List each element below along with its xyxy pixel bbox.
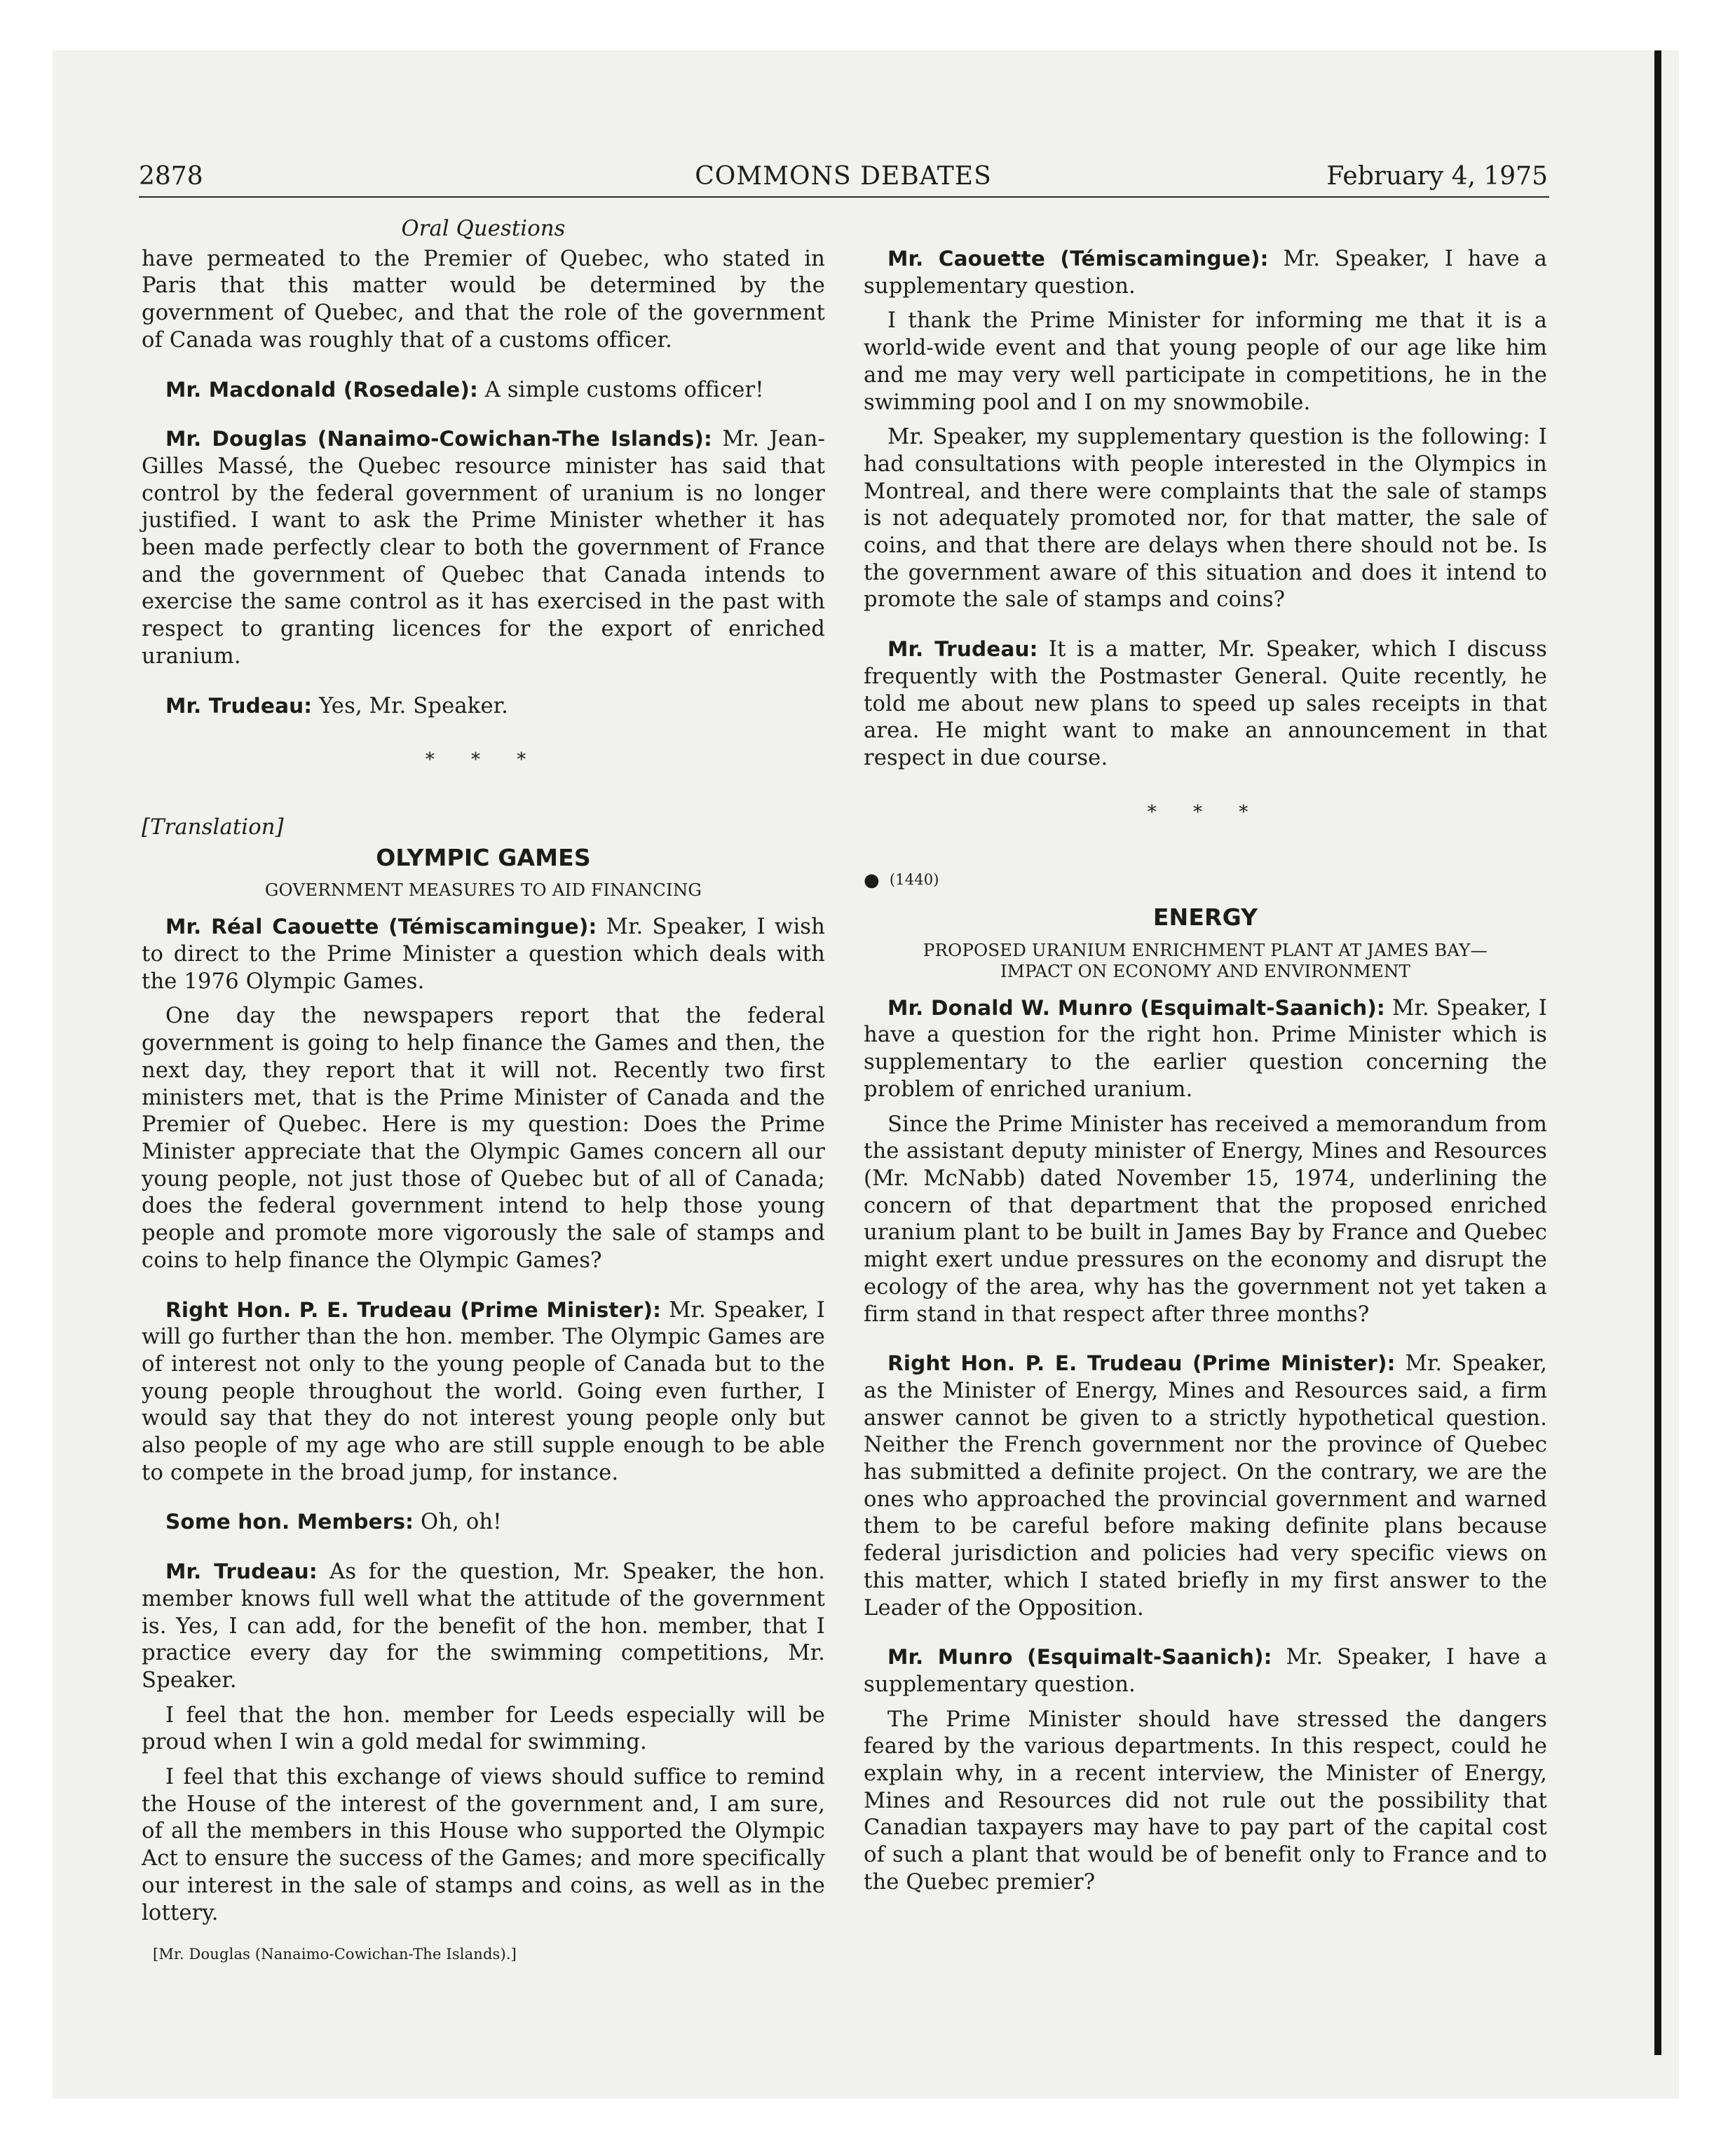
speaker-name: Mr. Douglas (Nanaimo-Cowichan-The Islands): [165,427,712,451]
speech-paragraph [142,1297,825,1487]
time-stamp [864,866,1547,894]
subheading: GOVERNMENT MEASURES TO AID FINANCING [264,880,702,901]
header-rule [139,196,1549,198]
section-heading: ENERGY [1152,903,1258,932]
speech-paragraph [142,425,825,670]
speech-text: It is a matter, Mr. Speaker, which I discuss frequently with the Postmaster General. Quite recently, he told me about new plans to speed up sales receipts in that area. He might want to make an announcement in that respect in due course. [864,637,1547,770]
translation-tag: [Translation] [142,814,284,840]
page-number: 2878 [139,162,203,191]
speech-paragraph [864,1644,1547,1698]
speaker-name: Mr. Réal Caouette (Témiscamingue): [165,915,597,939]
speech-paragraph [864,1350,1547,1622]
speech-text: Mr. Speaker, I have a question for the right hon. Prime Minister which is supplementary to the earlier question concerning the problem of enriched uranium. [864,995,1548,1102]
speech-paragraph [142,376,825,404]
speaker-name: Mr. Trudeau: [165,1560,318,1584]
paragraph: I feel that this exchange of views should suffice to remind the House of the interest of the government and, I am sure, of all the members in this House who supported the Olympic Act to ensure the success of the Games; and more specifically our interest in the sale of stamps and coins, as well as in the lottery. [142,1765,825,1925]
scan-edge-shadow [1654,50,1661,2055]
paragraph: I feel that the hon. member for Leeds especially will be proud when I win a gold medal for swimming. [142,1703,825,1755]
running-header [139,160,1548,193]
speech-text: Mr. Speaker, I wish to direct to the Prime Minister a question which deals with the 1976 Olympic Games. [142,915,825,994]
time-stamp-text: (1440) [889,871,939,889]
speaker-name: Right Hon. P. E. Trudeau (Prime Minister): [165,1297,662,1322]
subheading-line: PROPOSED URANIUM ENRICHMENT PLANT AT JAMES BAY— [923,939,1488,960]
speaker-name: Mr. Donald W. Munro (Esquimalt-Saanich): [887,995,1385,1020]
speech-paragraph [864,245,1547,300]
section-separator-stars: * * * [1147,801,1264,823]
bullet-icon: ● [864,870,880,892]
section-separator-stars: * * * [425,749,542,771]
speech-paragraph [142,913,825,995]
speech-paragraph [864,995,1547,1104]
section-heading: OLYMPIC GAMES [376,843,591,871]
speaker-name: Right Hon. P. E. Trudeau (Prime Minister): [887,1351,1396,1376]
speaker-footnote: [Mr. Douglas (Nanaimo-Cowichan-The Islands).] [153,1946,517,1963]
speech-text: A simple customs officer! [477,377,764,402]
right-column [864,245,1547,1904]
speech-paragraph [142,1508,825,1536]
speech-text: Oh, oh! [414,1510,502,1535]
speech-paragraph [142,692,825,721]
paragraph: Since the Prime Minister has received a memorandum from the assistant deputy minister of Energy, Mines and Resources (Mr. McNabb) dated November 15, 1974, underlining the concern of that department that the proposed enriched uranium plant to be built in James Bay by France and Quebec might exert undue pressures on the economy and disrupt the ecology of the area, why has the government not yet taken a firm stand in that respect after three months? [864,1112,1547,1327]
speech-text: Mr. Jean-Gilles Massé, the Quebec resource minister has said that control by the federal government of uranium is no longer justified. I want to ask the Prime Minister whether it has been made perfectly clear to both the government of France and the government of Quebec that Canada intends to exercise the same control as it has exercised in the past with respect to granting licences for the export of enriched uranium. [142,427,825,669]
speaker-name: Mr. Trudeau: [887,637,1038,662]
subheading [864,940,1547,982]
speech-paragraph [142,1558,825,1695]
issue-date: February 4, 1975 [1326,162,1548,191]
paragraph: The Prime Minister should have stressed the dangers feared by the various departments. In this respect, could he explain why, in a recent interview, the Minister of Energy, Mines and Resources did not rule out the possibility that Canadian taxpayers may have to pay part of the capital cost of such a plant that would be of benefit only to France and to the Quebec premier? [864,1707,1547,1895]
speaker-name: Mr. Munro (Esquimalt-Saanich): [887,1645,1272,1670]
subheading-line: IMPACT ON ECONOMY AND ENVIRONMENT [1000,960,1411,981]
left-column [142,216,825,1968]
speech-paragraph [864,636,1547,772]
paragraph: One day the newspapers report that the federal government is going to help finance the Games and then, the next day, they report that it will not. Recently two first ministers met, that is the Prime Minister of Canada and the Premier of Quebec. Here is my question: Does the Prime Minister appreciate that the Olympic Games concern all our young people, not just those of Quebec but of all of Canada; does the federal government intend to help those young people and promote more vigorously the sale of stamps and coins to help finance the Olympic Games? [142,1004,825,1273]
speech-text: Yes, Mr. Speaker. [312,693,509,718]
speech-text: Mr. Speaker, as the Minister of Energy, Mines and Resources said, a firm answer cannot be given to a strictly hypothetical question. Neither the French government nor the province of Quebec has submitted a definite project. On the contrary, we are the ones who approached the provincial government and warned them to be careful before making definite plans because federal jurisdiction and policies had very specific views on this matter, which I stated briefly in my first answer to the Leader of the Opposition. [864,1351,1547,1621]
speech-text: As for the question, Mr. Speaker, the hon. member knows full well what the attitude of the government is. Yes, I can add, for the benefit of the hon. member, that I practice every day for the swimming competitions, Mr. Speaker. [142,1560,825,1693]
paragraph: Mr. Speaker, my supplementary question is the following: I had consultations with people interested in the Olympics in Montreal, and there were complaints that the sale of stamps is not adequately promoted nor, for that matter, the sale of coins, and that there are delays when there should not be. Is the government aware of this situation and does it intend to promote the sale of stamps and coins? [864,425,1547,613]
speech-text: Mr. Speaker, I have a supplementary question. [864,247,1547,299]
speaker-name: Mr. Caouette (Témiscamingue): [887,247,1269,271]
journal-title: COMMONS DEBATES [695,162,992,191]
speaker-name: Some hon. Members: [165,1510,414,1534]
speaker-name: Mr. Macdonald (Rosedale): [165,377,478,402]
paragraph: I thank the Prime Minister for informing me that it is a world-wide event and that young people of our age like him and me may very well participate in competitions, he in the swimming pool and I on my snowmobile. [864,308,1547,415]
speech-text: Mr. Speaker, I have a supplementary question. [864,1645,1547,1697]
section-label: Oral Questions [401,217,566,241]
speaker-name: Mr. Trudeau: [165,693,313,718]
speech-text: Mr. Speaker, I will go further than the hon. member. The Olympic Games are of interest not only to the young people of Canada but to the young people throughout the world. Going even further, I would say that they do not interest young people only but also people of my age who are still supple enough to be able to compete in the broad jump, for instance. [142,1297,826,1485]
paragraph: have permeated to the Premier of Quebec, who stated in Paris that this matter would be determined by the government of Quebec, and that the role of the government of Canada was roughly that of a customs officer. [142,246,825,353]
